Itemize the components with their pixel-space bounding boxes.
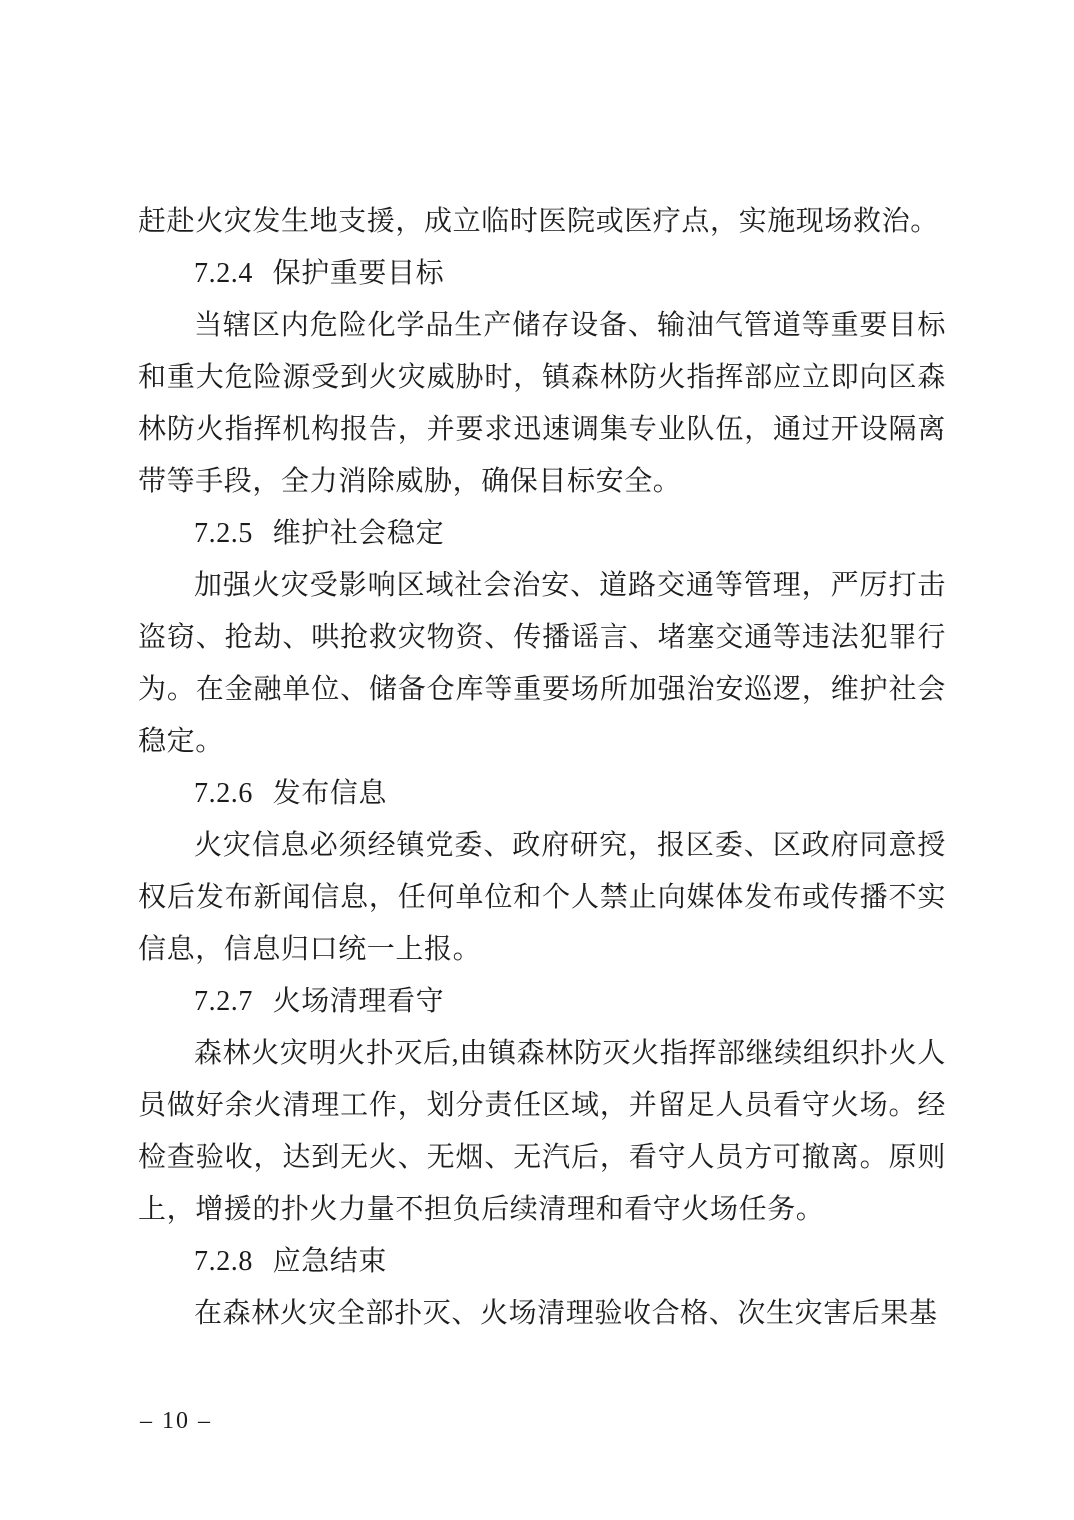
section-heading-7-2-7 <box>138 976 946 1028</box>
section-paragraph-7-2-8: 在森林火灾全部扑灭、火场清理验收合格、次生灾害后果基 <box>194 1298 938 1329</box>
section-number: 7.2.8 <box>194 1246 253 1277</box>
section-heading-7-2-4 <box>138 248 946 300</box>
section-title: 发布信息 <box>272 778 387 809</box>
section-paragraph-7-2-5: 加强火灾受影响区域社会治安、道路交通等管理，严厉打击盗窃、抢劫、哄抢救灾物资、传播谣言、堵塞交通等违法犯罪行为。在金融单位、储备仓库等重要场所加强治安巡逻，维护社会稳定。 <box>138 570 946 757</box>
section-title: 火场清理看守 <box>272 986 445 1017</box>
section-title: 维护社会稳定 <box>272 518 445 549</box>
section-number: 7.2.7 <box>194 986 253 1017</box>
section-number: 7.2.6 <box>194 778 253 809</box>
document-body <box>138 196 946 1340</box>
section-title: 保护重要目标 <box>272 258 445 289</box>
section-paragraph-7-2-7: 森林火灾明火扑灭后,由镇森林防灭火指挥部继续组织扑火人员做好余火清理工作，划分责任区域，并留足人员看守火场。经检查验收，达到无火、无烟、无汽后，看守人员方可撤离。原则上，增援的扑火力量不担负后续清理和看守火场任务。 <box>138 1038 946 1225</box>
section-title: 应急结束 <box>272 1246 387 1277</box>
section-paragraph-7-2-6: 火灾信息必须经镇党委、政府研究，报区委、区政府同意授权后发布新闻信息，任何单位和个人禁止向媒体发布或传播不实信息，信息归口统一上报。 <box>138 830 946 965</box>
section-number: 7.2.5 <box>194 518 253 549</box>
section-heading-7-2-8 <box>138 1236 946 1288</box>
section-paragraph-7-2-4: 当辖区内危险化学品生产储存设备、输油气管道等重要目标和重大危险源受到火灾威胁时，镇森林防火指挥部应立即向区森林防火指挥机构报告，并要求迅速调集专业队伍，通过开设隔离带等手段，全力消除威胁，确保目标安全。 <box>138 310 946 497</box>
page-number: – 10 – <box>140 1408 212 1434</box>
page-footer <box>140 1406 212 1436</box>
paragraph-continuation-line: 赶赴火灾发生地支援，成立临时医院或医疗点，实施现场救治。 <box>138 206 939 237</box>
section-heading-7-2-6 <box>138 768 946 820</box>
section-number: 7.2.4 <box>194 258 253 289</box>
section-heading-7-2-5 <box>138 508 946 560</box>
